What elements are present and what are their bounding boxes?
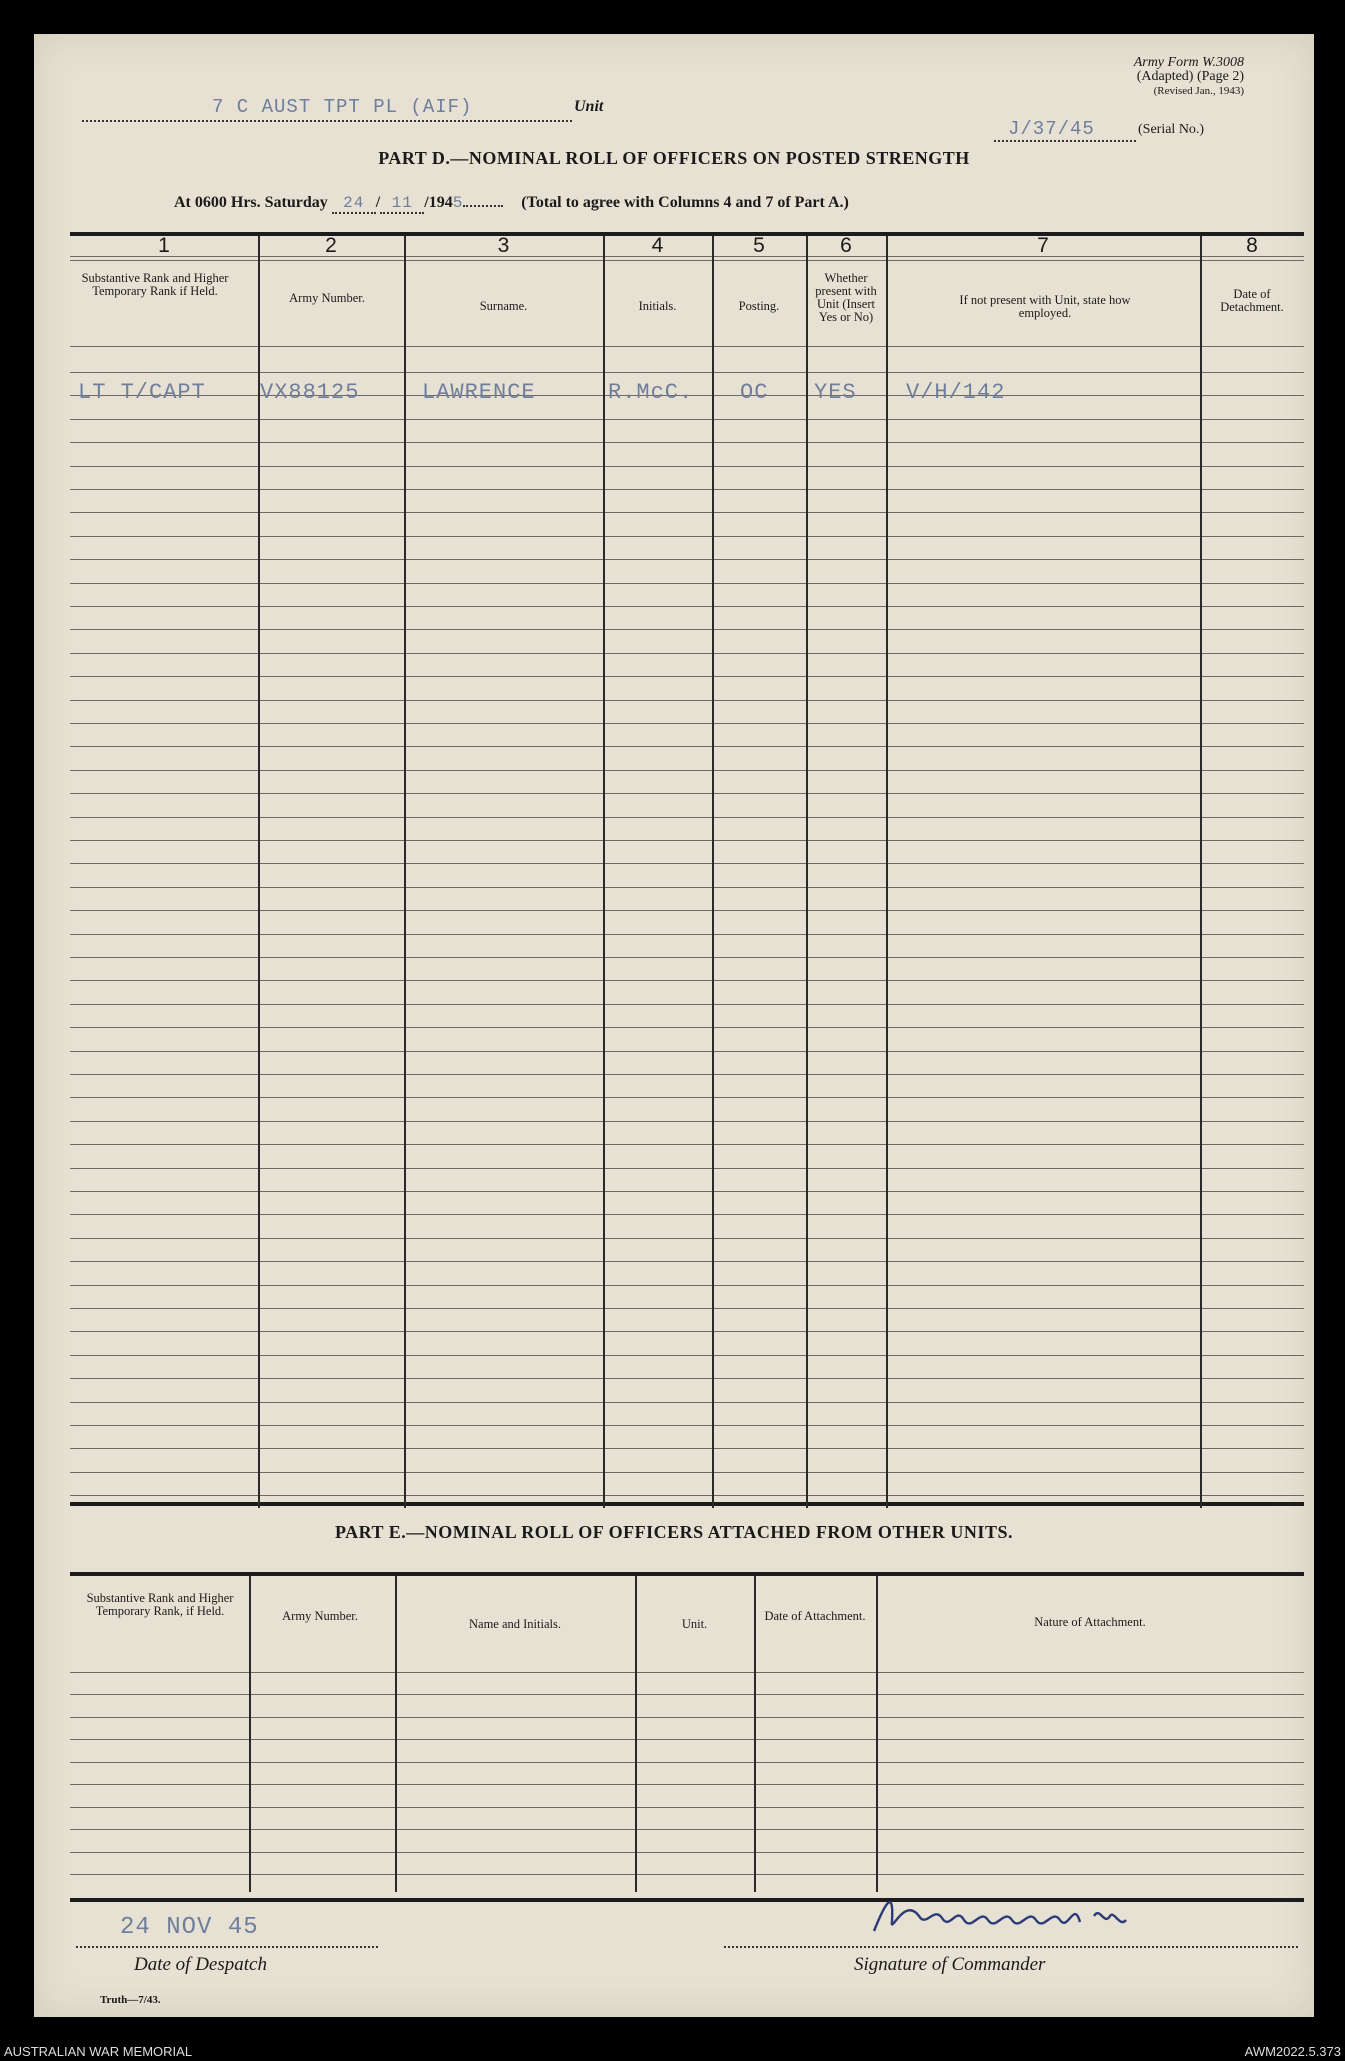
cell-initials: R.McC.	[608, 380, 694, 405]
rule-line	[70, 934, 1304, 935]
rule-line	[70, 629, 1304, 630]
header-employment: If not present with Unit, state how employed.	[959, 293, 1131, 320]
rule-line	[70, 1168, 1304, 1169]
rule-line	[70, 887, 1304, 888]
rule-line	[70, 1378, 1304, 1379]
header-detachment: Date of Detachment.	[1220, 287, 1284, 314]
rule-line	[70, 653, 1304, 654]
rule-line	[70, 957, 1304, 958]
part-d-table	[70, 232, 1304, 1506]
header-initials: Initials.	[638, 299, 677, 313]
signature-mark	[864, 1876, 1224, 1946]
despatch-date-value: 24 NOV 45	[120, 1914, 259, 1941]
unit-line	[82, 96, 572, 122]
rule-line	[70, 1121, 1304, 1122]
col-number-1: 1	[158, 234, 170, 257]
part-e-table	[70, 1572, 1304, 1902]
col-number-6: 6	[840, 234, 852, 257]
army-form-id	[1044, 56, 1244, 98]
rule-line	[70, 1739, 1304, 1740]
rule-line	[70, 1807, 1304, 1808]
signature-label: Signature of Commander	[854, 1954, 1046, 1975]
cell-rank: LT T/CAPT	[78, 380, 206, 405]
col-number-5: 5	[753, 234, 765, 257]
rule-line	[70, 1097, 1304, 1098]
serial-value: J/37/45	[1008, 118, 1095, 140]
e-header-nature: Nature of Attachment.	[1034, 1615, 1146, 1629]
printer-mark: Truth—7/43.	[100, 1994, 161, 2006]
cell-posting: OC	[740, 380, 769, 405]
rule-line	[70, 1874, 1304, 1875]
header-posting: Posting.	[738, 299, 780, 313]
revised-note: (Revised Jan., 1943)	[1153, 85, 1244, 97]
month-value: 11	[391, 194, 413, 212]
rule-line	[70, 536, 1304, 537]
rule-line	[70, 863, 1304, 864]
rule-line	[70, 1472, 1304, 1473]
serial-label: (Serial No.)	[1138, 122, 1205, 137]
rule-line	[70, 512, 1304, 513]
e-header-unit: Unit.	[681, 1617, 708, 1631]
year-suffix: 5	[452, 194, 464, 212]
col-number-2: 2	[325, 234, 337, 257]
rule-line	[70, 1784, 1304, 1785]
rule-line	[70, 1074, 1304, 1075]
e-header-rank: Substantive Rank and Higher Temporary Rank, if Held.	[86, 1591, 234, 1618]
rule-line	[70, 1144, 1304, 1145]
form-page	[34, 34, 1314, 2017]
adapted-note: (Adapted) (Page 2)	[1136, 69, 1244, 84]
unit-value: 7 C AUST TPT PL (AIF)	[212, 96, 473, 118]
col-number-3: 3	[497, 234, 510, 257]
rule-line	[70, 1852, 1304, 1853]
rule-line	[70, 676, 1304, 677]
part-e-title: PART E.—NOMINAL ROLL OF OFFICERS ATTACHED FROM OTHER UNITS.	[335, 1522, 1013, 1542]
rule-line	[70, 1829, 1304, 1830]
cell-present: YES	[814, 380, 857, 405]
at-label: At 0600 Hrs. Saturday	[174, 194, 328, 211]
rule-line	[70, 1694, 1304, 1695]
rule-line	[70, 1717, 1304, 1718]
rule-line	[70, 746, 1304, 747]
unit-label: Unit	[574, 98, 604, 115]
signature-line	[724, 1910, 1298, 1948]
rule-line	[70, 840, 1304, 841]
e-header-army-number: Army Number.	[282, 1609, 358, 1623]
rule-line	[70, 442, 1304, 443]
rule-line	[70, 1285, 1304, 1286]
rule-line	[70, 372, 1304, 373]
date-line: At 0600 Hrs. Saturday 24 / 11 /1945 (Total to agree with Columns 4 and 7 of Part A.)	[174, 194, 849, 212]
col-number-7: 7	[1037, 234, 1049, 257]
despatch-line	[76, 1910, 378, 1948]
rule-line	[70, 1495, 1304, 1496]
col-number-8: 8	[1246, 234, 1258, 257]
archive-left: AUSTRALIAN WAR MEMORIAL	[4, 2044, 193, 2059]
rule-line	[70, 700, 1304, 701]
year-prefix: 194	[428, 194, 453, 211]
army-form-number: Army Form W.3008	[1133, 55, 1244, 70]
rule-line	[70, 1308, 1304, 1309]
rule-line	[70, 583, 1304, 584]
e-header-attachment-date: Date of Attachment.	[764, 1609, 866, 1623]
col-number-4: 4	[651, 234, 664, 257]
rule-line	[70, 1762, 1304, 1763]
rule-line	[70, 1261, 1304, 1262]
header-rank: Substantive Rank and Higher Temporary Rank if Held.	[81, 271, 229, 298]
rule-line	[70, 1004, 1304, 1005]
rule-line	[70, 559, 1304, 560]
total-note: (Total to agree with Columns 4 and 7 of Part A.)	[521, 194, 849, 211]
rule-line	[70, 606, 1304, 607]
month-field	[380, 194, 424, 214]
rule-line	[70, 1238, 1304, 1239]
rule-line	[70, 793, 1304, 794]
rule-line	[70, 770, 1304, 771]
rule-line	[70, 817, 1304, 818]
serial-line	[994, 118, 1136, 142]
rule-line	[70, 1402, 1304, 1403]
despatch-label: Date of Despatch	[134, 1954, 267, 1975]
rule-line	[70, 419, 1304, 420]
rule-line	[70, 1191, 1304, 1192]
rule-line	[70, 980, 1304, 981]
rule-line	[70, 723, 1304, 724]
part-d-title: PART D.—NOMINAL ROLL OF OFFICERS ON POSTED STRENGTH	[378, 148, 970, 168]
day-value: 24	[343, 194, 365, 212]
rule-line	[70, 1027, 1304, 1028]
rule-line	[70, 1051, 1304, 1052]
header-surname: Surname.	[479, 299, 528, 313]
header-present: Whether present with Unit (Insert Yes or No)	[815, 271, 877, 324]
cell-employment: V/H/142	[906, 380, 1006, 405]
archive-right: AWM2022.5.373	[1244, 2044, 1341, 2059]
rule-line	[70, 489, 1304, 490]
e-header-name: Name and Initials.	[469, 1617, 561, 1631]
rule-line	[70, 1425, 1304, 1426]
rule-line	[70, 1214, 1304, 1215]
rule-line	[70, 466, 1304, 467]
cell-army-number: VX88125	[260, 380, 360, 405]
header-army-number: Army Number.	[289, 291, 365, 305]
rule-line	[70, 1448, 1304, 1449]
table-row	[70, 378, 1304, 408]
day-field	[332, 194, 376, 214]
cell-surname: LAWRENCE	[422, 380, 536, 405]
rule-line	[70, 1355, 1304, 1356]
rule-line	[70, 910, 1304, 911]
rule-line	[70, 1331, 1304, 1332]
